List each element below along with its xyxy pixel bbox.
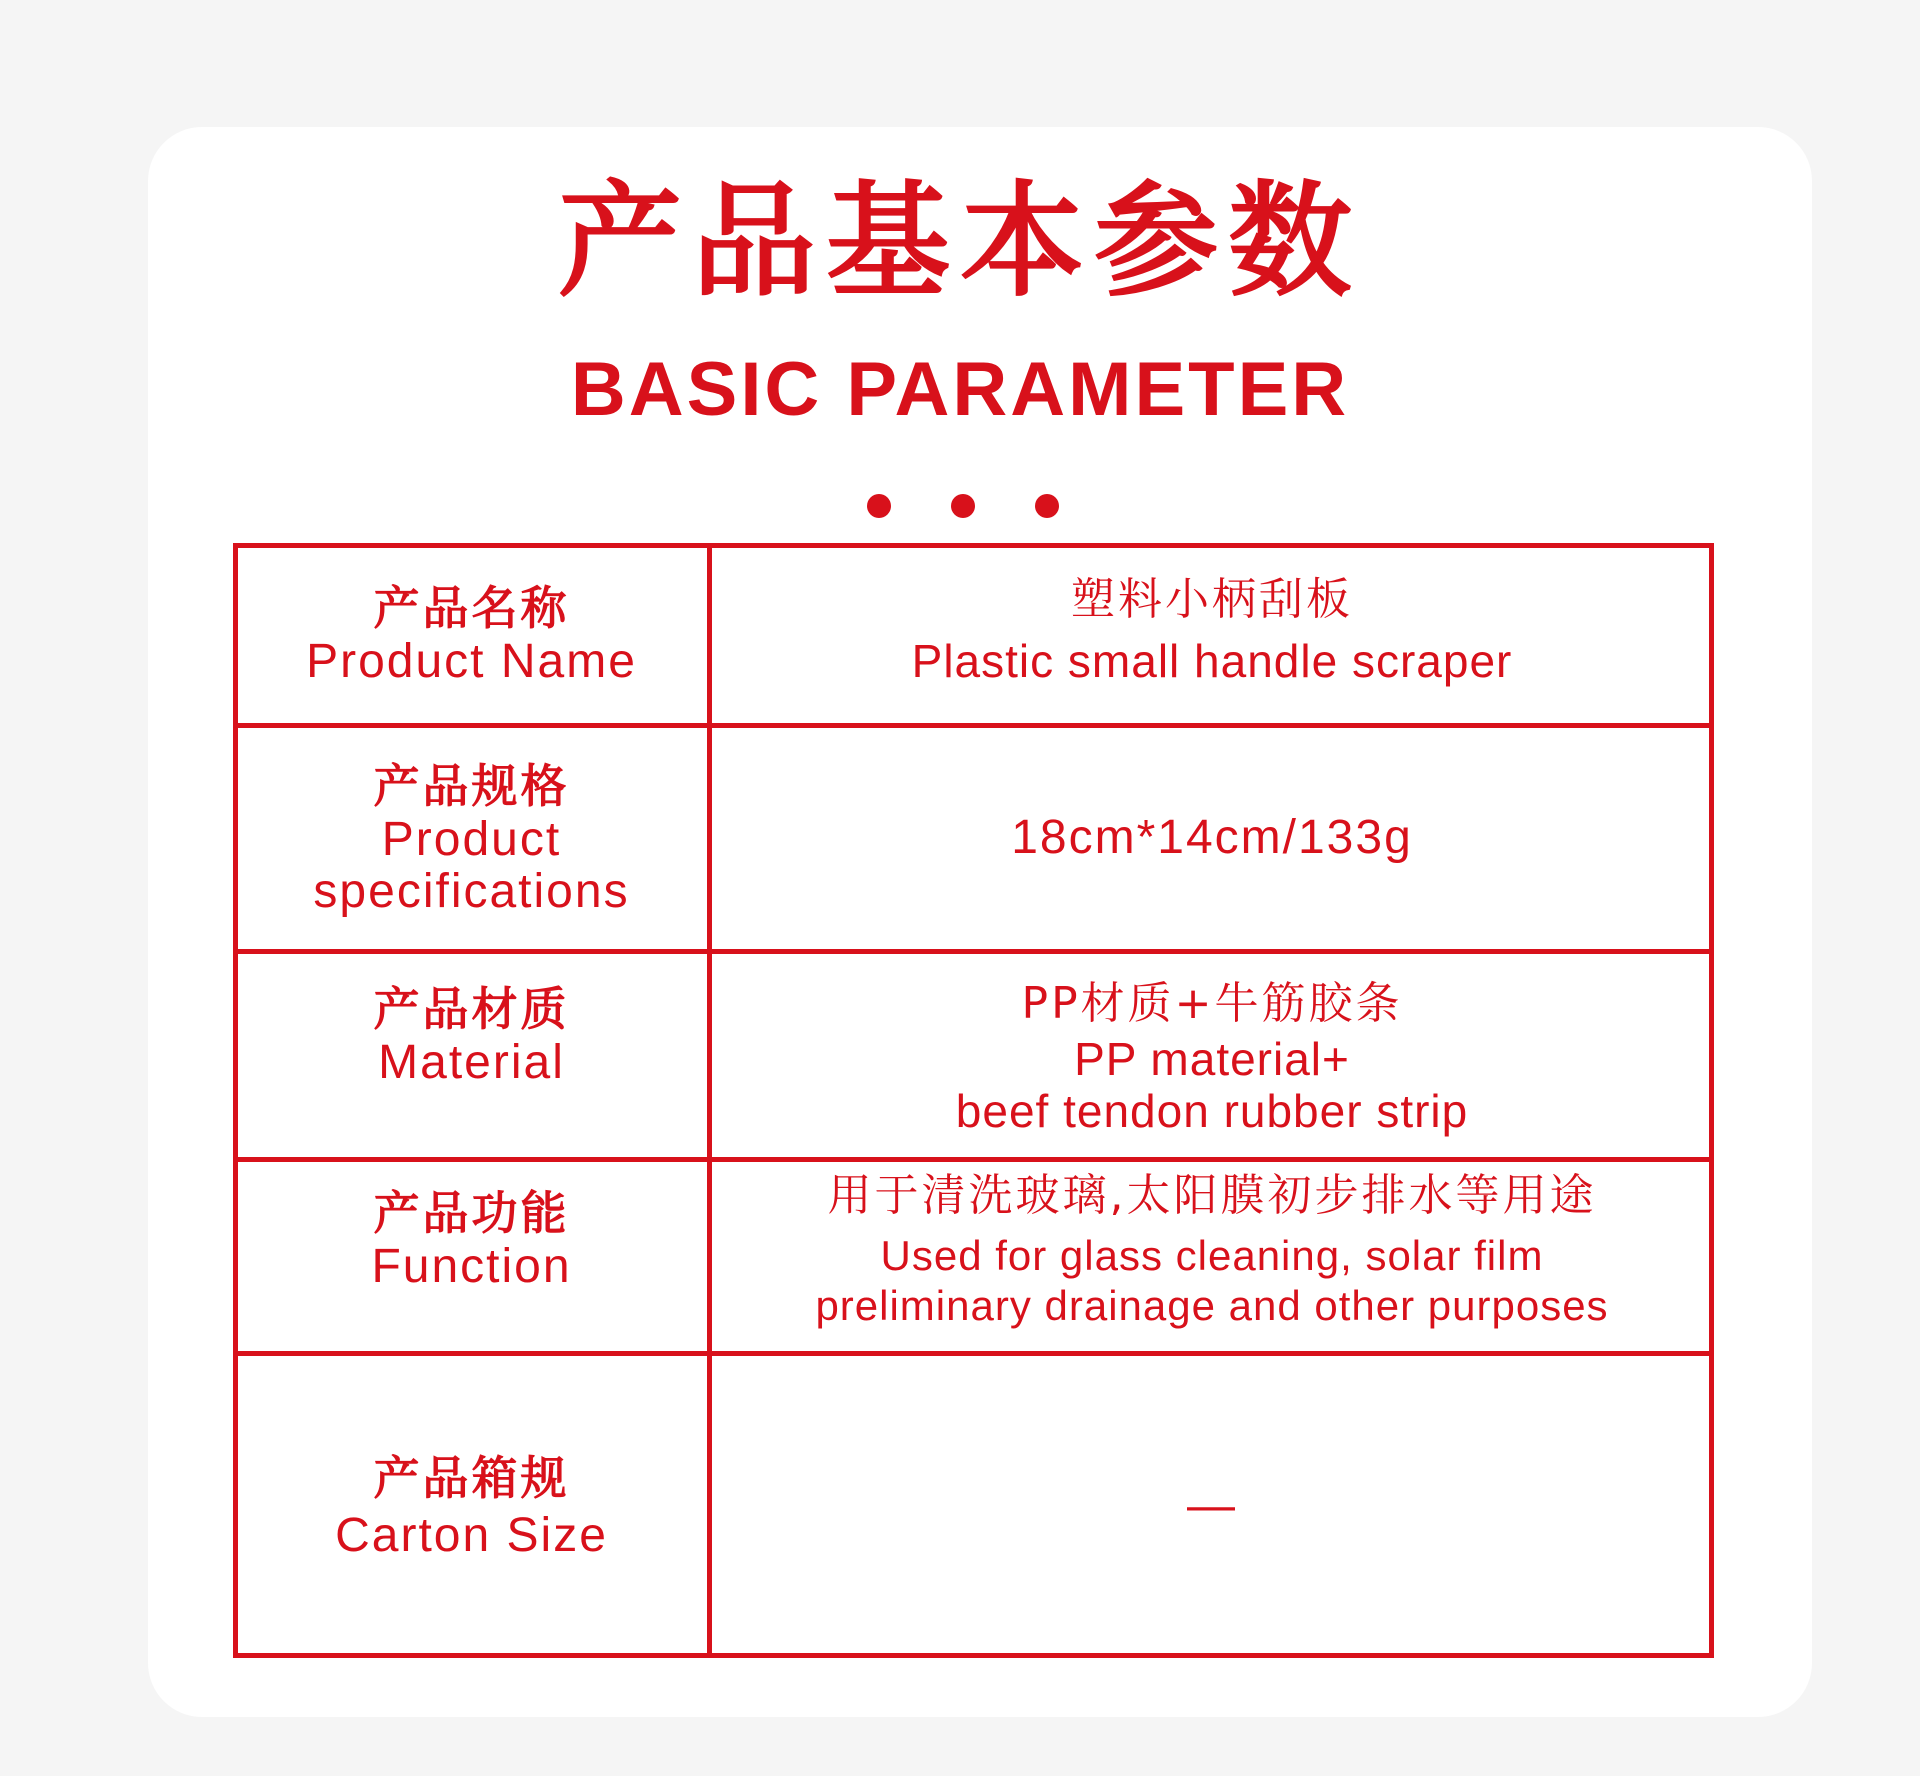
table-divider <box>233 723 1714 728</box>
row-value <box>710 951 1714 1159</box>
value-cn: 塑料小柄刮板 <box>1071 574 1353 625</box>
row-value <box>710 1353 1714 1658</box>
table-divider <box>233 1351 1714 1356</box>
table-border-right <box>1709 543 1714 1658</box>
label-en: Carton Size <box>335 1508 608 1562</box>
label-en: Function <box>371 1240 572 1293</box>
table-row <box>233 1159 1714 1353</box>
dot-icon <box>1035 494 1059 518</box>
label-en: Product Name <box>306 635 637 688</box>
dot-icon <box>867 494 891 518</box>
label-en: Product specifications <box>313 813 630 918</box>
row-value <box>710 1159 1714 1353</box>
label-cn: 产品功能 <box>373 1186 570 1240</box>
value-en: PP material+ beef tendon rubber strip <box>955 1033 1469 1137</box>
table-column-divider <box>707 543 712 1658</box>
row-label <box>233 951 710 1159</box>
table-border-left <box>233 543 238 1658</box>
label-cn: 产品材质 <box>373 982 570 1036</box>
table-divider <box>233 949 1714 954</box>
dot-icon <box>951 494 975 518</box>
page-title-cn: 产品基本参数 <box>557 170 1362 314</box>
row-label <box>233 1159 710 1353</box>
row-label <box>233 1353 710 1658</box>
parameter-table <box>233 543 1714 1658</box>
label-cn: 产品规格 <box>373 759 570 813</box>
table-row <box>233 951 1714 1159</box>
table-row <box>233 1353 1714 1658</box>
row-label <box>233 543 710 725</box>
value-cn: 用于清洗玻璃,太阳膜初步排水等用途 <box>827 1170 1597 1221</box>
table-divider <box>233 1157 1714 1162</box>
value-cn: PP材质+牛筋胶条 <box>1021 978 1403 1029</box>
row-label <box>233 725 710 951</box>
label-cn: 产品箱规 <box>373 1450 570 1505</box>
label-en: Material <box>378 1036 565 1089</box>
value-en: Used for glass cleaning, solar film preliminary drainage and other purposes <box>815 1232 1609 1329</box>
row-value <box>710 725 1714 951</box>
row-value <box>710 543 1714 725</box>
decorative-dots <box>0 494 1920 518</box>
table-border-bottom <box>233 1653 1714 1658</box>
table-row <box>233 543 1714 725</box>
value-en: Plastic small handle scraper <box>911 635 1513 687</box>
table-row <box>233 725 1714 951</box>
value: 18cm*14cm/133g <box>1011 811 1413 864</box>
page-title-en: BASIC PARAMETER <box>570 347 1350 432</box>
table-border-top <box>233 543 1714 548</box>
value: — <box>1187 1478 1237 1532</box>
label-cn: 产品名称 <box>373 581 570 635</box>
